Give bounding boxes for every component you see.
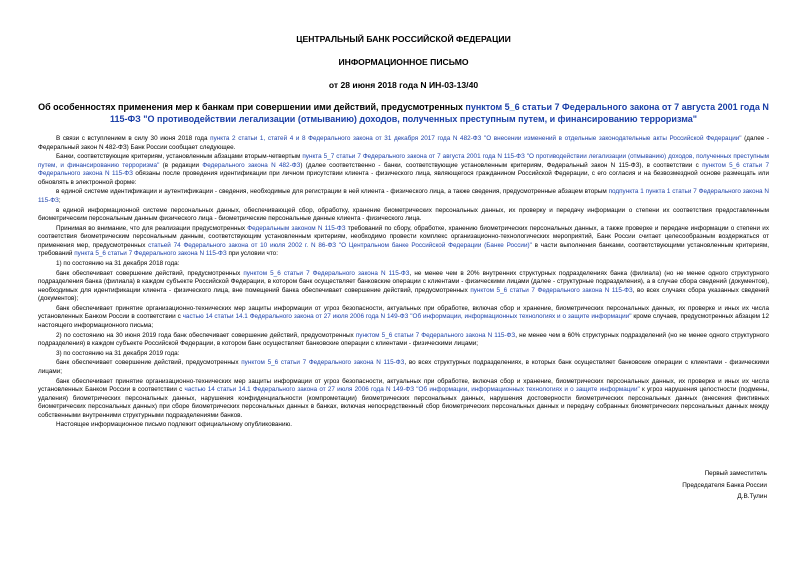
text-span: в единой системе идентификации и аутентификации - сведения, необходимые для регистрации в ней клиента - физического лица, а также сведения, предусмотренные абзацем вторым (56, 188, 609, 196)
paragraph-item-3-a (38, 359, 769, 376)
text-span: (далее - Федеральный закон N 482-ФЗ) Банк России сообщает следующее. (38, 135, 769, 151)
law-115-p56-link[interactable]: пунктом 5_6 статьи 7 Федерального закона N 115-ФЗ (38, 161, 769, 178)
text-span: в единой информационной системе персональных данных, обеспечивающей сбор, обработку, хранение биометрических персональных данных, их проверку и передачу информации о степени их соответствия предоставленным биометрическим персональным данным физического лица - биометрические персональные данные клиента - физического лица. (38, 206, 769, 223)
text-span: ; (58, 196, 61, 204)
law-115-p56-link[interactable]: пунктом 5_6 статьи 7 Федерального закона N 115-ФЗ (241, 359, 405, 367)
paragraph-item-1 (38, 260, 769, 269)
text-span: Банки, соответствующие критериям, установленным абзацами вторым-четвертым (56, 153, 303, 161)
law-86-link[interactable]: статьей 74 Федерального закона от 10 июля 2002 г. N 86-ФЗ "О Центральном банке Российской Федерации (Банке России)" (148, 241, 532, 249)
text-span: Настоящее информационное письмо подлежит официальному опубликованию. (56, 421, 293, 429)
law-149-link[interactable]: частью 14 статьи 14.1 Федерального закона от 27 июля 2006 года N 149-ФЗ "Об информации, информационных технологиях и о защите информации" (182, 313, 632, 321)
law-115-p56-link[interactable]: пунктом 5_6 статьи 7 Федерального закона N 115-ФЗ (470, 286, 633, 294)
law-115-p56-link[interactable]: пунктом 5_6 статьи 7 Федерального закона N 115-ФЗ (355, 331, 516, 339)
paragraph-publication (38, 421, 769, 430)
paragraph-item-3 (38, 350, 769, 359)
paragraph-considering (38, 225, 769, 259)
text-span: , не менее чем в 20% внутренних структурных подразделениях банка (филиала) (но не менее одного структурного подразделения банка (филиала) в каждом субъекте Российской Федерации, в котором банк осуществляет банковские операции с клиентами - физическими лицами (далее - структурные подразделения), а в случае сбора сведений (документов), необходимых для идентификации клиента - физического лица, вне помещений банка обеспечивает совершение действий, предусмотренных (38, 269, 770, 294)
date-number-heading: от 28 июня 2018 года N ИН-03-13/40 (328, 80, 479, 90)
text-span: В связи с вступлением в силу 30 июня 2018 года (56, 135, 211, 142)
bank-name-heading: ЦЕНТРАЛЬНЫЙ БАНК РОССИЙСКОЙ ФЕДЕРАЦИИ (296, 34, 511, 44)
document-type-heading: ИНФОРМАЦИОННОЕ ПИСЬМО (338, 57, 469, 67)
paragraph-biometric-system (38, 207, 769, 224)
law-482-short-link[interactable]: Федерального закона N 482-ФЗ (202, 161, 301, 169)
signature-block (682, 468, 767, 503)
text-span: (в редакции (159, 161, 203, 169)
text-span: , во всех случаях сбора указанных сведений (документов); (38, 286, 769, 303)
text-span: при условии что: (226, 250, 278, 258)
text-span: банк обеспечивает совершение действий, предусмотренных (56, 359, 242, 367)
paragraph-item-2 (38, 332, 769, 349)
text-span: , во всех структурных подразделениях, в которых банк осуществляет банковские операции с клиентами - физическими лицами; (38, 359, 769, 375)
text-span: 1) по состоянию на 31 декабря 2018 года: (56, 259, 180, 267)
law-115-p56-link[interactable]: пунктом 5_6 статьи 7 Федерального закона N 115-ФЗ (243, 269, 410, 277)
law-482-link[interactable]: пункта 2 статьи 1, статей 4 и 8 Федерального закона от 31 декабря 2017 года N 482-ФЗ "О внесении изменений в отдельные законодательные акты Российской Федерации" (210, 135, 742, 142)
law-115-pp1-link[interactable]: подпункта 1 пункта 1 статьи 7 Федерального закона N 115-ФЗ (38, 188, 769, 204)
text-span: банк обеспечивает совершение действий, предусмотренных (56, 269, 244, 277)
text-span: ) (далее соответственно - банки, соответствующие установленным критериям, Федеральный закон N 115-ФЗ), в соответствии с (300, 161, 703, 169)
law-115-p56-link[interactable]: пункта 5_6 статьи 7 Федерального закона N 115-ФЗ (74, 250, 227, 258)
signature-organization: Председателя Банка России (682, 481, 767, 489)
text-span: кроме случаев, предусмотренных абзацем 12 настоящего информационного письма; (38, 313, 769, 329)
paragraph-esia (38, 188, 769, 205)
paragraph-intro (38, 135, 769, 152)
signature-name: Д.В.Тулин (737, 493, 767, 500)
document-body (38, 135, 769, 430)
text-span: , не менее чем в 60% структурных подразделений (но не менее одного структурного подразделения) в каждом субъекте Российской Федерации, в котором банк осуществляет банковские операции с клиентами - физическими лицами; (38, 331, 769, 347)
text-span: в части выполнения банками, соответствующими установленным критериям, требований (38, 241, 769, 258)
text-span: банк обеспечивает принятие организационно-технических мер защиты информации от угроз безопасности, актуальных при обработке, включая сбор и хранение, биометрических персональных данных, их проверке и иных их числа установленных Банком России в соответствии с (38, 304, 769, 321)
text-span: 2) по состоянию на 30 июня 2019 года банк обеспечивает совершение действий, предусмотренных (56, 331, 356, 339)
text-span: обязаны после проведения идентификации при личном присутствии клиента - физического лица, являющегося гражданином Российской Федерации, с его согласия и на безвозмездной основе размещать или обновлять в электронной форме: (38, 170, 769, 186)
law-115-link[interactable]: Федеральным законом N 115-ФЗ (247, 224, 346, 232)
text-span: требований по сбору, обработке, хранению биометрических персональных данных, а также проверке и передаче информации о степени их соответствия биометрическим персональным данным, соответствующим установленным критериям, необходимо провести комплекс организационно-технологических мероприятий, Банк России считает целесообразным воздержаться от применения мер, предусмотренных (38, 224, 769, 249)
text-span: Принимая во внимание, что для реализации предусмотренных (56, 224, 248, 232)
document-title (38, 101, 769, 125)
paragraph-banks-criteria (38, 153, 769, 187)
text-span: к угроз нарушения целостности (подмены, удаления) биометрических персональных данных, нарушения конфиденциальности (компрометации) биометрических персональных данных, нарушения достоверности биометрических персональных данных (внесения фиктивных биометрических персональных данных) при сборе биометрических персональных данных в банках, включая непосредственный сбор биометрических персональных данных и передачу собранных биометрических персональных данных между собственными внутренними структурными подразделениями банков. (38, 386, 769, 419)
text-span: 3) по состоянию на 31 декабря 2019 года: (56, 349, 180, 357)
text-span: банк обеспечивает принятие организационно-технических мер защиты информации от угроз безопасности, актуальных при обработке, включая сбор и хранение, биометрических персональных данных, их проверке и иных их числа установленных Банком России в соответствии с (38, 377, 769, 394)
law-149-link[interactable]: частью 14 статьи 14.1 Федерального закона от 27 июля 2006 года N 149-ФЗ "Об информации, информационных технологиях и о защите информации" (184, 386, 640, 394)
paragraph-item-1-b (38, 305, 769, 331)
paragraph-item-1-a (38, 270, 769, 304)
title-law-link[interactable]: пунктом 5_6 статьи 7 Федерального закона от 7 августа 2001 года N 115-ФЗ "О противодействии легализации (отмыванию) доходов, полученных преступным путем, и финансированию терроризма" (109, 102, 769, 124)
signature-position: Первый заместитель (704, 470, 767, 477)
title-text: Об особенностях применения мер к банкам при совершении ими действий, предусмотренных (38, 102, 466, 112)
law-115-p57-link[interactable]: пункта 5_7 статьи 7 Федерального закона от 7 августа 2001 года N 115-ФЗ "О противодействии легализации (отмыванию) доходов, полученных преступным путем, и финансированию терроризма" (38, 153, 769, 169)
paragraph-item-3-b (38, 378, 769, 421)
